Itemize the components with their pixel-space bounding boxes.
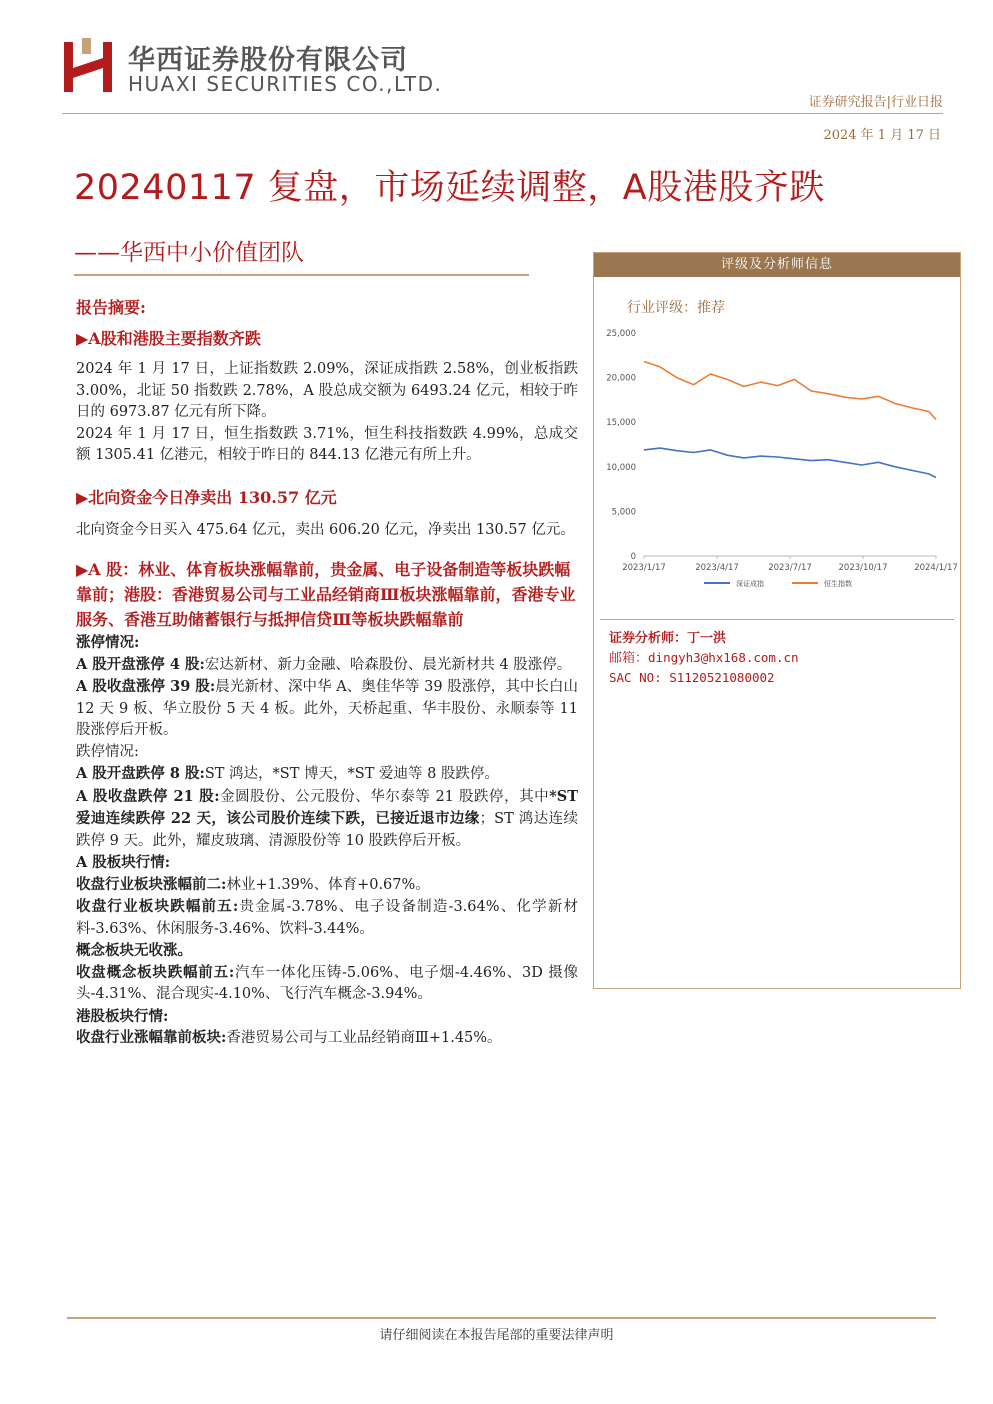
sector-up: [76, 874, 578, 897]
limit-down-open: [76, 763, 578, 786]
limit-up-close-label: A 股收盘涨停 39 股:: [76, 678, 216, 695]
concept-down: [76, 962, 578, 1006]
concept-down-label: 收盘概念板块跌幅前五:: [76, 963, 235, 981]
analyst-label: 证券分析师：: [609, 631, 688, 646]
hk-sector-up-text: 香港贸易公司与工业品经销商Ⅲ+1.45%。: [226, 1030, 502, 1046]
email-label: 邮箱：: [609, 651, 649, 666]
chart-y-tick-label: 25,000: [606, 329, 636, 339]
section-heading-northbound: ▶北向资金今日净卖出 130.57 亿元: [76, 487, 337, 507]
limit-up-close: [76, 676, 578, 742]
chart-series-line-2: [644, 362, 936, 420]
limit-down-close-label: A 股收盘跌停 21 股:: [76, 787, 220, 805]
analyst-divider: [600, 619, 954, 620]
northbound-paragraph: 北向资金今日买入 475.64 亿元，卖出 606.20 亿元，净卖出 130.57 亿元。: [76, 521, 575, 538]
chart-x-tick-label: 2023/4/17: [695, 563, 739, 573]
sector-down-label: 收盘行业板块跌幅前五:: [76, 898, 239, 915]
report-date: 2024 年 1 月 17 日: [823, 128, 941, 143]
chart-x-tick-label: 2024/1/17: [914, 563, 958, 573]
chart-x-tick-label: 2023/1/17: [622, 563, 666, 573]
chart-y-tick-label: 10,000: [606, 462, 636, 473]
limit-up-close-text: 晨光新材、深中华 A、奥佳华等 39 股涨停，其中长白山 12 天 9 板、华立股份 5 天 4 板。此外，天桥起重、华丰股份、永顺泰等 11 股涨停后开板。: [76, 679, 578, 738]
analyst-name: 丁一洪: [687, 631, 727, 646]
concept-up: 概念板块无收涨。: [76, 942, 192, 959]
chart-y-tick-label: 5,000: [611, 507, 636, 518]
sector-down-text: 贵金属-3.78%、电子设备制造-3.64%、化学新材料-3.63%、休闲服务-3.46%、饮料-3.44%。: [76, 899, 578, 937]
footer-divider: [67, 1317, 936, 1319]
concept-down-text: 汽车一体化压铸-5.06%、电子烟-4.46%、3D 摄像头-4.31%、混合现实-4.10%、飞行汽车概念-3.94%。: [76, 964, 578, 1002]
company-name-cn: 华西证券股份有限公司: [128, 45, 408, 76]
summary-column: [76, 295, 578, 1050]
company-name-en: HUAXI SECURITIES CO.,LTD.: [128, 72, 443, 96]
report-subtitle: ——华西中小价值团队: [74, 240, 304, 266]
a-sector-title: A 股板块行情:: [76, 854, 171, 871]
chart-y-tick-label: 0: [630, 552, 636, 562]
rating-box-title: 评级及分析师信息: [594, 253, 960, 277]
rating-analyst-box: [593, 252, 961, 989]
hk-sector-title: 港股板块行情:: [76, 1007, 169, 1025]
index-line-chart: [594, 321, 960, 601]
huaxi-logo: [62, 38, 114, 94]
report-title: 20240117 复盘，市场延续调整，A股港股齐跌: [74, 168, 825, 208]
limit-up-open: [76, 654, 578, 677]
section-heading-indices: ▶A股和港股主要指数齐跌: [76, 329, 261, 348]
hk-sector-up: [76, 1027, 578, 1050]
limit-down-close-text-b: ；ST 鸿达连续跌停 9 天。此外，耀皮玻璃、清源股份等 10 股跌停后开板。: [76, 811, 578, 849]
indices-paragraph-a: 2024 年 1 月 17 日，上证指数跌 2.09%，深证成指跌 2.58%，创业板指跌 3.00%，北证 50 指数跌 2.78%，A 股总成交额为 6493.24 亿元，相较于昨日的 6973.87 亿元有所下降。: [76, 361, 578, 420]
limit-down-open-label: A 股开盘跌停 8 股:: [76, 765, 205, 782]
limit-up-title: 涨停情况:: [76, 634, 140, 651]
limit-down-close-bold: *ST 爱迪连续跌停 22 天，该公司股价连续下跌，已接近退市边缘: [76, 787, 578, 827]
indices-paragraph-hk: 2024 年 1 月 17 日，恒生指数跌 3.71%，恒生科技指数跌 4.99%，总成交额 1305.41 亿港元，相较于昨日的 844.13 亿港元有所上升。: [76, 425, 578, 463]
limit-up-open-label: A 股开盘涨停 4 股:: [76, 655, 205, 673]
sector-up-label: 收盘行业板块涨幅前二:: [76, 875, 227, 893]
analyst-email[interactable]: dingyh3@hx168.com.cn: [648, 650, 799, 665]
report-type: 证券研究报告|行业日报: [808, 95, 943, 110]
limit-down-close: [76, 786, 578, 853]
industry-rating: 行业评级：推荐: [627, 300, 725, 316]
sector-down: [76, 896, 578, 940]
limit-down-title: 跌停情况:: [76, 743, 139, 760]
limit-down-open-text: ST 鸿达，*ST 博天，*ST 爱迪等 8 股跌停。: [204, 766, 499, 782]
chart-x-tick-label: 2023/7/17: [768, 563, 812, 573]
summary-heading: 报告摘要:: [76, 298, 146, 317]
section-heading-sectors: ▶A 股：林业、体育板块涨幅靠前，贵金属、电子设备制造等板块跌幅靠前；港股：香港贸易公司与工业品经销商Ⅲ板块涨幅靠前，香港专业服务、香港互助储蓄银行与抵押信贷Ⅲ等板块跌幅靠前: [76, 560, 576, 629]
chart-y-tick-label: 15,000: [606, 418, 636, 429]
sector-up-text: 林业+1.39%、体育+0.67%。: [226, 876, 430, 893]
chart-series-line-1: [644, 448, 936, 477]
chart-legend-label: 恒生指数: [824, 580, 852, 588]
footer-disclaimer: 请仔细阅读在本报告尾部的重要法律声明: [379, 1328, 614, 1343]
analyst-info: [609, 629, 799, 687]
limit-up-open-text: 宏达新材、新力金融、哈森股份、晨光新材共 4 股涨停。: [204, 656, 572, 673]
hk-sector-up-label: 收盘行业涨幅靠前板块:: [76, 1029, 227, 1046]
chart-legend-label: 深证成指: [736, 580, 764, 588]
analyst-sac: SAC NO: S1120521080002: [609, 670, 775, 685]
chart-x-tick-label: 2023/10/17: [838, 563, 888, 573]
header-divider: [62, 113, 943, 114]
limit-down-close-text-a: 金圆股份、公元股份、华尔泰等 21 股跌停，其中: [219, 788, 550, 805]
chart-y-tick-label: 20,000: [606, 373, 636, 384]
subtitle-divider: [74, 274, 529, 276]
